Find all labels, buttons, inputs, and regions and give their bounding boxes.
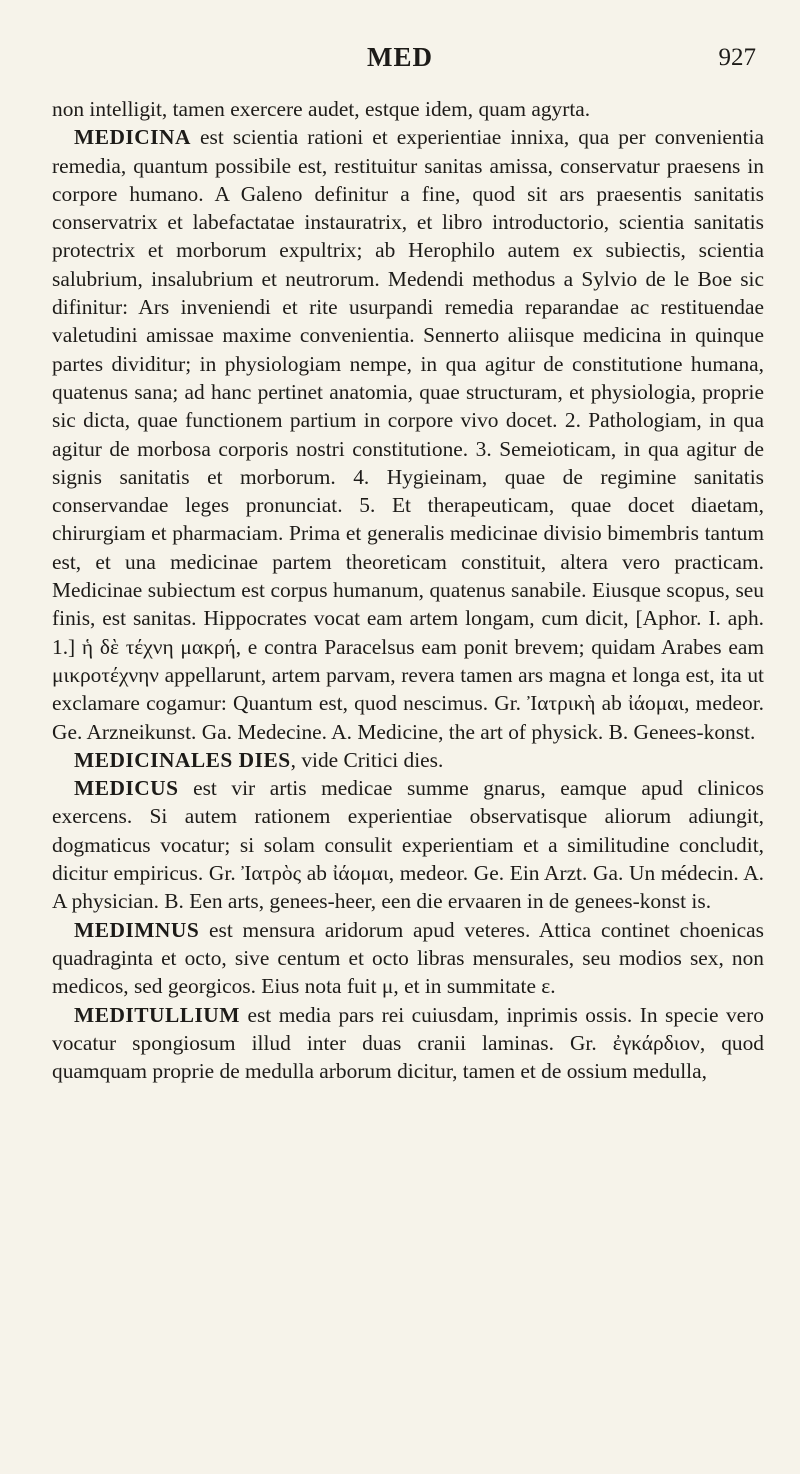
headword: MEDIMNUS (74, 917, 200, 942)
running-header (0, 42, 800, 82)
headword: MEDITULLIUM (74, 1002, 240, 1027)
continuation-paragraph: non intelligit, tamen exercere audet, estque idem, quam agyrta. (52, 97, 591, 121)
page-number: 927 (718, 44, 756, 71)
entry-medimnus: MEDIMNUS est mensura aridorum apud veteres. Attica continet choenicas quadraginta et octo, sive centum et octo libras mensurales, seu modios sex, non medicos, sed georgicos. Eius nota fuit μ, et in summitate ε. (52, 917, 764, 999)
header-word: MED (367, 42, 433, 72)
headword: MEDICINA (74, 125, 191, 150)
entry-medicinales-dies: MEDICINALES DIES, vide Critici dies. (74, 747, 444, 772)
entry-medicina: MEDICINA est scientia rationi et experientiae innixa, qua per convenientia remedia, quantum possibile est, restituitur sanitas amissa, conservatur praesens in corpore humano. A Galeno definitur a fine, quod sit ars praesentis sanitatis conservatrix et labefactatae instauratrix, et libro introductorio, scientia sanitatis protectrix et morborum expultrix; ab Herophilo autem ex subiectis, scientia salubrium, insalubrium et neutrorum. Medendi methodus a Sylvio de le Boe sic difinitur: Ars inveniendi et rite usurpandi remedia reparandae ac restituendae valetudini amissae maxime convenientia. Sennerto aliisque medicina in quinque partes dividitur; in physiologiam nempe, in qua agitur de constitutione humana, quatenus sana; ad hanc pertinet anatomia, quae structuram, et physiologia, proprie sic dicta, quae functionem partium in corpore vivo docet. 2. Pathologiam, in qua agitur de morbosa corporis nostri constitutione. 3. Semeioticam, in qua agitur de signis sanitatis et morborum. 4. Hygieinam, quae de regimine sanitatis conservandae leges pronunciat. 5. Et therapeuticam, quae docet diaetam, chirurgiam et pharmaciam. Prima et generalis medicinae divisio bimembris tantum est, et una medicinae partem theoreticam constituit, altera vero practicam. Medicinae subiectum est corpus humanum, quatenus sanabile. Eiusque scopus, seu finis, est sanitas. Hippocrates vocat eam artem longam, cum dicit, [Aphor. I. aph. 1.] ἡ δὲ τέχνη μακρή, e contra Paracelsus eam ponit brevem; quidam Arabes eam μικροτέχνην appellarunt, artem parvam, revera tamen ars magna et longa est, ita ut exclamare cogamur: Quantum est, quod nescimus. Gr. Ἰατρικὴ ab ἰάομαι, medeor. Ge. Arzneikunst. Ga. Medecine. A. Medicine, the art of physick. B. Genees-konst. (52, 125, 764, 744)
headword: MEDICUS (74, 776, 179, 801)
entry-medicus: MEDICUS est vir artis medicae summe gnarus, eamque apud clinicos exercens. Si autem rationem experientiae observatisque aliorum adiungit, dogmaticus vocatur; si solam consulit experientiam et a similitudine concludit, dicitur empiricus. Gr. Ἰατρὸς ab ἰάομαι, medeor. Ge. Ein Arzt. Ga. Un médecin. A. A physician. B. Een arts, genees-heer, een die ervaaren in de genees-konst is. (52, 776, 764, 914)
entry-meditullium: MEDITULLIUM est media pars rei cuiusdam, inprimis ossis. In specie vero vocatur spongiosum illud inter duas cranii laminas. Gr. ἐγκάρδιον, quod quamquam proprie de medulla arborum dicitur, tamen et de ossium medulla, (52, 1002, 764, 1084)
headword: MEDICINALES DIES (74, 747, 291, 772)
body-text (52, 95, 764, 1085)
